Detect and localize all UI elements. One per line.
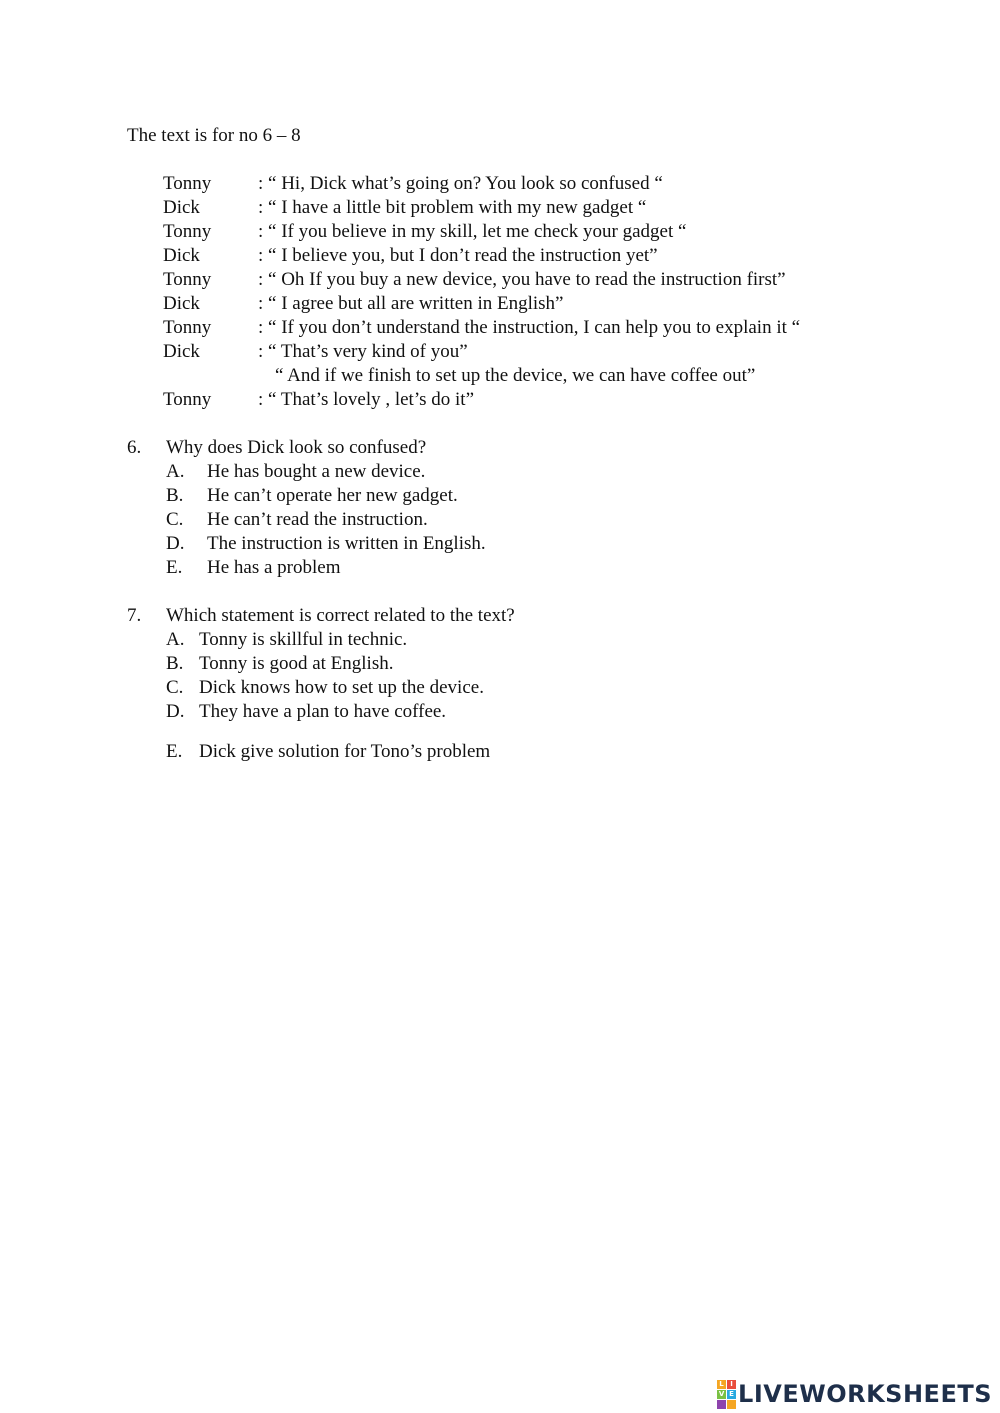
answer-option[interactable] <box>127 532 486 556</box>
option-letter: C. <box>166 509 184 530</box>
option-letter: C. <box>166 677 184 698</box>
liveworksheets-brand <box>717 1379 992 1409</box>
brand-name: LIVEWORKSHEETS <box>738 1380 992 1408</box>
dialogue <box>163 172 800 412</box>
speaker-name <box>163 364 258 388</box>
dialogue-line: : “ I believe you, but I don’t read the instruction yet” <box>258 245 658 266</box>
speaker-name: Dick <box>163 245 200 266</box>
speaker-name: Dick <box>163 197 200 218</box>
answer-option[interactable] <box>127 652 515 676</box>
option-text: He has a problem <box>207 557 341 578</box>
option-text: He can’t operate her new gadget. <box>207 485 458 506</box>
dialogue-row <box>163 364 800 388</box>
question-7 <box>127 604 515 764</box>
dialogue-row <box>163 316 800 340</box>
option-letter: E. <box>166 557 183 578</box>
logo-tile: E <box>727 1390 736 1399</box>
dialogue-row <box>163 340 800 364</box>
dialogue-row <box>163 220 800 244</box>
option-text: He can’t read the instruction. <box>207 509 428 530</box>
speaker-name: Tonny <box>163 173 212 194</box>
option-text: They have a plan to have coffee. <box>199 701 447 722</box>
dialogue-line: : “ That’s lovely , let’s do it” <box>258 389 475 410</box>
option-text: Tonny is skillful in technic. <box>199 629 408 650</box>
dialogue-line: : “ Hi, Dick what’s going on? You look so confused “ <box>258 173 663 194</box>
dialogue-line: : “ I have a little bit problem with my new gadget “ <box>258 197 647 218</box>
intro-text: The text is for no 6 – 8 <box>127 125 301 146</box>
answer-option[interactable] <box>127 700 515 724</box>
question-number: 7. <box>127 605 142 626</box>
speaker-name: Dick <box>163 293 200 314</box>
dialogue-line: : “ If you believe in my skill, let me check your gadget “ <box>258 221 687 242</box>
option-letter: A. <box>166 629 185 650</box>
speaker-name: Tonny <box>163 269 212 290</box>
logo-tile: I <box>727 1380 736 1389</box>
speaker-name: Tonny <box>163 389 212 410</box>
option-text: Tonny is good at English. <box>199 653 394 674</box>
answer-option[interactable] <box>127 676 515 700</box>
logo-tile: V <box>718 1389 725 1398</box>
logo-tile: L <box>717 1380 726 1389</box>
dialogue-row <box>163 172 800 196</box>
dialogue-row <box>163 292 800 316</box>
option-text: Dick give solution for Tono’s problem <box>199 741 491 762</box>
option-text: The instruction is written in English. <box>207 533 486 554</box>
dialogue-row <box>163 388 800 412</box>
dialogue-line: : “ If you don’t understand the instruction, I can help you to explain it “ <box>258 317 801 338</box>
dialogue-row <box>163 244 800 268</box>
dialogue-row <box>163 196 800 220</box>
option-letter: E. <box>166 741 183 762</box>
speaker-name: Dick <box>163 341 200 362</box>
speaker-name: Tonny <box>163 221 212 242</box>
logo-tile <box>717 1400 726 1409</box>
dialogue-row <box>163 268 800 292</box>
question-text: Which statement is correct related to the text? <box>166 605 515 626</box>
answer-option[interactable] <box>127 508 486 532</box>
option-text: Dick knows how to set up the device. <box>199 677 484 698</box>
dialogue-line: : “ Oh If you buy a new device, you have to read the instruction first” <box>258 269 786 290</box>
question-6 <box>127 436 486 580</box>
question-stem <box>127 604 515 628</box>
speaker-name: Tonny <box>163 317 212 338</box>
question-number: 6. <box>127 437 142 458</box>
liveworksheets-logo-icon <box>717 1380 736 1409</box>
dialogue-line: : “ I agree but all are written in English” <box>258 293 564 314</box>
option-letter: B. <box>166 485 184 506</box>
option-letter: A. <box>166 461 185 482</box>
question-text: Why does Dick look so confused? <box>166 437 427 458</box>
option-letter: D. <box>166 533 185 554</box>
question-stem <box>127 436 486 460</box>
logo-tile <box>727 1400 736 1409</box>
option-letter: D. <box>166 701 185 722</box>
dialogue-line: “ And if we finish to set up the device, we can have coffee out” <box>275 365 756 386</box>
answer-option[interactable] <box>127 556 486 580</box>
answer-option[interactable] <box>127 628 515 652</box>
answer-option[interactable] <box>127 460 486 484</box>
answer-option[interactable] <box>127 484 486 508</box>
answer-option[interactable] <box>127 740 515 764</box>
option-text: He has bought a new device. <box>207 461 426 482</box>
option-letter: B. <box>166 653 184 674</box>
dialogue-line: : “ That’s very kind of you” <box>258 341 468 362</box>
